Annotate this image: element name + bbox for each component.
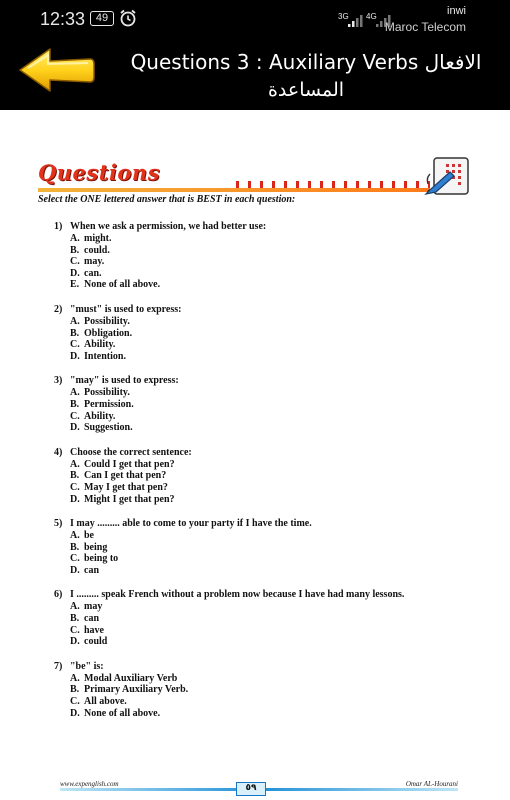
answer-options: [54, 673, 474, 719]
page-title-line1: Questions 3 : Auxiliary Verbs الافعال: [130, 50, 482, 74]
answer-option: [70, 411, 474, 423]
answer-options: [54, 233, 474, 291]
answer-option: [70, 351, 474, 363]
option-letter: E.: [70, 279, 80, 291]
option-letter: A.: [70, 315, 80, 327]
question-stem: [54, 660, 474, 673]
option-letter: B.: [70, 613, 80, 625]
option-letter: D.: [70, 707, 80, 719]
option-text: None of all above.: [84, 279, 161, 291]
answer-options: [54, 387, 474, 433]
option-letter: A.: [70, 458, 80, 470]
answer-options: [54, 601, 474, 647]
question-number: 2): [54, 303, 63, 315]
answer-option: [70, 565, 474, 577]
carrier-name-1: inwi: [447, 5, 466, 17]
answer-option: [70, 696, 474, 708]
option-text: Could I get that pen?: [84, 458, 175, 470]
question-text: When we ask a permission, we had better use:: [70, 221, 267, 232]
option-text: Possibility.: [84, 315, 130, 327]
app-header: [0, 38, 510, 110]
option-letter: A.: [70, 233, 80, 244]
signal-3g-icon: [338, 10, 368, 28]
answer-option: [70, 601, 474, 613]
question-item: [54, 220, 474, 291]
answer-option: [70, 268, 474, 280]
answer-option: [70, 279, 474, 291]
answer-option: [70, 636, 474, 648]
answer-option: [70, 256, 474, 268]
option-letter: C.: [70, 553, 80, 565]
questions-logo: Questions: [38, 160, 161, 185]
option-text: be: [84, 530, 94, 542]
question-text: "may" is used to express:: [70, 375, 179, 387]
answer-option: [70, 708, 474, 720]
answer-option: [70, 684, 474, 696]
option-text: can: [84, 613, 99, 625]
page-title: [120, 48, 492, 104]
option-text: Ability.: [84, 410, 116, 422]
question-list: [54, 220, 474, 731]
question-item: [54, 446, 474, 505]
signal-1-label: 3G: [338, 12, 349, 21]
option-text: may.: [84, 256, 105, 268]
answer-option: [70, 316, 474, 328]
question-item: [54, 303, 474, 362]
question-text: I may ......... able to come to your party if I have the time.: [70, 518, 312, 530]
answer-option: [70, 494, 474, 506]
option-letter: D.: [70, 350, 80, 362]
back-arrow-icon[interactable]: [16, 46, 96, 94]
answer-options: [54, 459, 474, 505]
option-letter: D.: [70, 422, 80, 434]
option-letter: B.: [70, 470, 80, 482]
option-text: All above.: [84, 696, 127, 708]
instructions: Select the ONE lettered answer that is BEST in each question:: [38, 194, 296, 205]
option-letter: B.: [70, 541, 80, 553]
answer-options: [54, 530, 474, 576]
question-stem: [54, 303, 474, 316]
footer-website: www.expenglish.com: [60, 780, 123, 788]
question-item: [54, 660, 474, 719]
option-text: being: [84, 541, 108, 553]
option-text: could.: [84, 244, 110, 256]
answer-option: [70, 233, 474, 245]
answer-option: [70, 673, 474, 685]
answer-option: [70, 459, 474, 471]
option-text: may: [84, 601, 103, 613]
carrier-name-2: Maroc Telecom: [384, 20, 466, 34]
option-text: Suggestion.: [84, 422, 133, 434]
question-number: 7): [54, 660, 63, 672]
option-text: None of all above.: [84, 707, 161, 719]
option-letter: B.: [70, 398, 80, 410]
answer-option: [70, 387, 474, 399]
option-letter: D.: [70, 267, 80, 279]
option-letter: C.: [70, 696, 80, 708]
answer-option: [70, 339, 474, 351]
question-text: "must" is used to express:: [70, 303, 182, 315]
option-text: Permission.: [84, 398, 134, 410]
question-item: [54, 588, 474, 647]
clock: 12:33: [40, 9, 86, 29]
status-bar: [0, 0, 510, 38]
question-text: I ......... speak French without a problem now because I have had many lessons.: [70, 589, 405, 601]
option-text: being to: [84, 553, 119, 565]
question-stem: [54, 446, 474, 459]
option-letter: C.: [70, 339, 80, 351]
signal-2-label: 4G: [366, 12, 377, 21]
page-footer: [60, 782, 458, 796]
option-letter: C.: [70, 256, 80, 268]
option-text: Possibility.: [84, 387, 130, 399]
answer-option: [70, 399, 474, 411]
page-title-line2: المساعدة: [267, 79, 345, 101]
option-text: Modal Auxiliary Verb: [84, 672, 178, 684]
question-number: 1): [54, 221, 63, 232]
option-letter: C.: [70, 410, 80, 422]
question-stem: [54, 374, 474, 387]
option-letter: D.: [70, 493, 80, 505]
answer-option: [70, 613, 474, 625]
option-text: can.: [84, 267, 102, 279]
question-number: 5): [54, 518, 63, 530]
answer-option: [70, 530, 474, 542]
answer-option: [70, 328, 474, 340]
option-letter: A.: [70, 672, 80, 684]
answer-options: [54, 316, 474, 362]
answer-option: [70, 553, 474, 565]
option-letter: C.: [70, 624, 80, 636]
question-number: 6): [54, 589, 63, 601]
question-stem: [54, 517, 474, 530]
option-text: Intention.: [84, 350, 126, 362]
option-text: Can I get that pen?: [84, 470, 167, 482]
notepad-pencil-icon: [424, 154, 472, 198]
option-letter: B.: [70, 684, 80, 696]
answer-option: [70, 422, 474, 434]
option-letter: B.: [70, 327, 80, 339]
alarm-clock-icon: [118, 8, 138, 28]
answer-option: [70, 625, 474, 637]
option-letter: B.: [70, 244, 80, 256]
battery-level: 49: [90, 11, 114, 26]
answer-option: [70, 245, 474, 257]
option-letter: A.: [70, 387, 80, 399]
option-text: Primary Auxiliary Verb.: [84, 684, 189, 696]
option-letter: A.: [70, 601, 80, 613]
option-letter: D.: [70, 564, 80, 576]
option-text: Might I get that pen?: [84, 493, 175, 505]
question-number: 4): [54, 446, 63, 458]
question-stem: [54, 220, 474, 233]
footer-author: Omar AL-Hourani: [402, 780, 458, 788]
option-text: Obligation.: [84, 327, 133, 339]
answer-option: [70, 470, 474, 482]
question-number: 3): [54, 375, 63, 387]
option-letter: A.: [70, 530, 80, 542]
answer-option: [70, 482, 474, 494]
question-text: Choose the correct sentence:: [70, 446, 192, 458]
option-text: May I get that pen?: [84, 481, 168, 493]
option-letter: D.: [70, 636, 80, 648]
option-letter: C.: [70, 481, 80, 493]
answer-option: [70, 542, 474, 554]
option-text: could: [84, 636, 108, 648]
worksheet-page: [0, 110, 510, 800]
option-text: might.: [84, 233, 112, 244]
question-item: [54, 517, 474, 576]
header-rule: [38, 188, 430, 192]
option-text: Ability.: [84, 339, 116, 351]
page-number: ٥٩: [236, 782, 266, 796]
option-text: have: [84, 624, 104, 636]
header-tick-marks: [236, 181, 430, 188]
question-text: "be" is:: [70, 660, 104, 672]
question-stem: [54, 588, 474, 601]
option-text: can: [84, 564, 99, 576]
question-item: [54, 374, 474, 433]
